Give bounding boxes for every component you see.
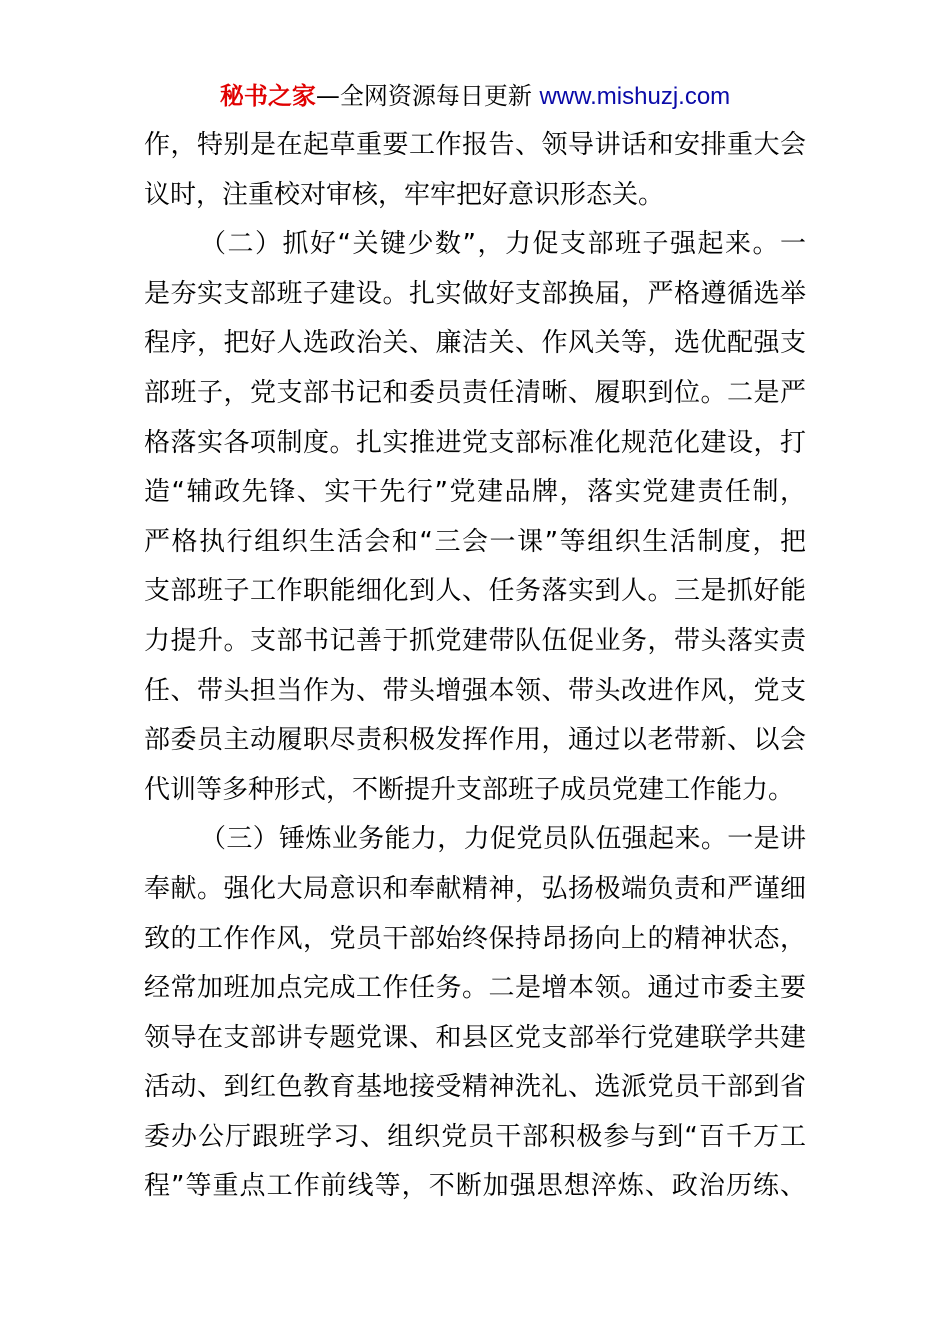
text-line: 力提升。支部书记善于抓党建带队伍促业务，带头落实责	[144, 625, 806, 656]
text-line: 严格执行组织生活会和“三会一课”等组织生活制度，把	[144, 526, 806, 557]
text-line: 奉献。强化大局意识和奉献精神，弘扬极端负责和严谨细	[144, 873, 806, 904]
text-line: 致的工作作风，党员干部始终保持昂扬向上的精神状态，	[144, 923, 806, 954]
text-line: 活动、到红色教育基地接受精神洗礼、选派党员干部到省	[144, 1072, 806, 1103]
text-line: 委办公厅跟班学习、组织党员干部积极参与到“百千万工	[144, 1121, 806, 1152]
text-line: 是夯实支部班子建设。扎实做好支部换届，严格遵循选举	[144, 278, 806, 309]
text-line: 部班子，党支部书记和委员责任清晰、履职到位。二是严	[144, 377, 806, 408]
site-brand: 秘书之家	[219, 82, 316, 110]
text-line: 代训等多种形式，不断提升支部班子成员党建工作能力。	[144, 774, 795, 805]
text-line: 领导在支部讲专题党课、和县区党支部举行党建联学共建	[144, 1022, 806, 1053]
site-header	[0, 78, 950, 115]
document-body	[144, 121, 806, 1212]
text-line: 格落实各项制度。扎实推进党支部标准化规范化建设，打	[144, 427, 806, 458]
text-line: （二）抓好“关键少数”，力促支部班子强起来。一	[200, 229, 806, 260]
text-line: 程序，把好人选政治关、廉洁关、作风关等，选优配强支	[144, 328, 806, 359]
text-line: 造“辅政先锋、实干先行”党建品牌，落实党建责任制，	[144, 477, 806, 508]
text-line: （三）锤炼业务能力，力促党员队伍强起来。一是讲	[200, 824, 806, 855]
text-line: 经常加班加点完成工作任务。二是增本领。通过市委主要	[144, 973, 806, 1004]
text-line: 作，特别是在起草重要工作报告、领导讲话和安排重大会	[144, 130, 806, 160]
text-line: 部委员主动履职尽责积极发挥作用，通过以老带新、以会	[144, 725, 806, 756]
text-line: 程”等重点工作前线等，不断加强思想淬炼、政治历练、	[144, 1171, 806, 1202]
text-line: 支部班子工作职能细化到人、任务落实到人。三是抓好能	[144, 576, 806, 607]
text-line: 任、带头担当作为、带头增强本领、带头改进作风，党支	[144, 675, 806, 706]
site-tagline: —全网资源每日更新	[315, 82, 540, 110]
text-line: 议时，注重校对审核，牢牢把好意识形态关。	[144, 179, 665, 210]
site-url[interactable]: www.mishuzj.com	[539, 83, 731, 110]
